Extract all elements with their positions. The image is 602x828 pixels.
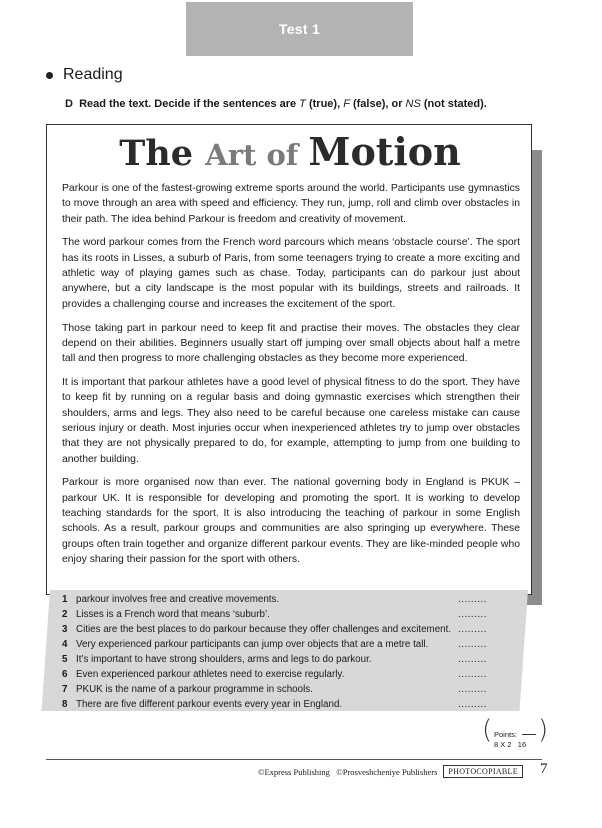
paragraph: Those taking part in parkour need to keep fit and practise their moves. The obstacles they clear depend on their abilities. Beginners usually start off jumping over small objects about half a metre tall and then progress to more challenging obstacles as they become more experienced. [62,322,520,365]
question-item [62,652,502,667]
question-text: PKUK is the name of a parkour programme in schools. [76,684,313,695]
section-heading [46,66,123,84]
question-item [62,607,502,622]
question-item [62,592,502,607]
question-text: It’s important to have strong shoulders, arms and legs to do parkour. [76,654,372,665]
question-item [62,682,502,697]
test-label: Test 1 [278,21,321,37]
false-word: (false), or [349,98,406,110]
answer-blank[interactable]: ......... [458,624,487,635]
article-title [47,129,533,174]
answer-blank[interactable]: ......... [458,609,487,620]
right-paren: ) [538,715,549,745]
answer-blank[interactable]: ......... [458,669,487,680]
question-text: Even experienced parkour athletes need to exercise regularly. [76,669,345,680]
points-box [482,715,549,752]
paragraph: Parkour is more organised now than ever. The national governing body in England is PKUK – parkour UK. It is responsible for developing and promoting the sport. It is working to develop teaching standards for the sport. It is also introducing the teaching of parkour in some English schools. As a result, parkour groups and communities are also springing up everywhere. These groups often train together and organize different parkour events. They are like-minded people who enjoy sharing their passion for the sport with others. [62,477,520,565]
paragraph: It is important that parkour athletes have a good level of physical fitness to do the sport. They have to keep fit by running on a regular basis and doing gymnastic exercises which strengthen their shoulders, arms and legs. They also need to be careful because one careless mistake can cause serious injury or death. Most injuries occur when inexperienced athletes try to jump over obstacles that they are not physically prepared to do, for example, attempting to jump from one building to another building. [62,377,520,465]
title-motion: Motion [308,129,461,174]
test-tab [186,2,413,56]
question-item [62,637,502,652]
answer-blank[interactable]: ......... [458,639,487,650]
bullet-icon [46,72,53,79]
points-multiplier: 8 X 2 [494,740,512,749]
footer-divider [46,759,542,760]
title-art-of: Art of [205,138,309,172]
question-number: 5 [62,654,68,665]
page-number: 7 [540,761,548,777]
section-title: Reading [63,66,123,83]
instruction-text: Read the text. Decide if the sentences are [79,98,300,110]
question-number: 4 [62,639,68,650]
score-blank[interactable] [522,734,536,735]
true-abbrev: T [299,98,306,110]
false-abbrev: F [343,98,350,110]
true-word: (true), [305,98,344,110]
answer-blank[interactable]: ......... [458,594,487,605]
answer-blank[interactable]: ......... [458,654,487,665]
task-letter: D [65,98,73,110]
question-number: 1 [62,594,68,605]
question-item [62,667,502,682]
points-calc [494,740,526,749]
answer-blank[interactable]: ......... [458,699,487,710]
question-text: parkour involves free and creative movements. [76,594,280,605]
paragraph: Parkour is one of the fastest-growing extreme sports around the world. Participants use gymnastics to move through an area with speed and efficiency. They run, jump, roll and climb over obstacles in their path. The idea behind Parkour is freedom and creativity of movement. [62,183,520,225]
publisher-express: ©Express Publishing [258,766,330,777]
publisher-prosveshcheniye: ©Prosveshcheniye Publishers [336,766,438,777]
question-text: There are five different parkour events every year in England. [76,699,343,710]
footer [258,765,523,778]
question-text: Lisses is a French word that means ‘suburb’. [76,609,270,620]
question-item [62,622,502,637]
not-stated-abbrev: NS [405,98,421,110]
task-instruction [65,98,487,110]
photocopiable-badge: PHOTOCOPIABLE [443,765,523,778]
answer-blank[interactable]: ......... [458,684,487,695]
article-body [62,181,520,576]
left-paren: ( [482,715,493,745]
points-label: Points: [494,730,517,739]
question-number: 2 [62,609,68,620]
title-the: The [119,133,206,174]
question-text: Cities are the best places to do parkour because they offer challenges and excitement. [76,624,452,635]
question-number: 6 [62,669,68,680]
question-list [62,592,502,712]
question-number: 7 [62,684,68,695]
question-item [62,697,502,712]
paragraph: The word parkour comes from the French word parcours which means ‘obstacle course’. The sport has its roots in Lisses, a suburb of Paris, from some teenagers trying to create a more exciting and athletic way of playing games such as chase. Today, participants can do parkour just about anywhere, but a city landscape is the most popular with its buildings, streets and railroads. It provides a challenging course and increases the excitement of the sport. [62,237,520,310]
question-text: Very experienced parkour participants can jump over objects that are a metre tall. [76,639,429,650]
article-box [46,124,532,595]
question-number: 8 [62,699,68,710]
question-number: 3 [62,624,68,635]
points-total: 16 [517,740,527,749]
not-stated-word: (not stated). [420,98,487,110]
